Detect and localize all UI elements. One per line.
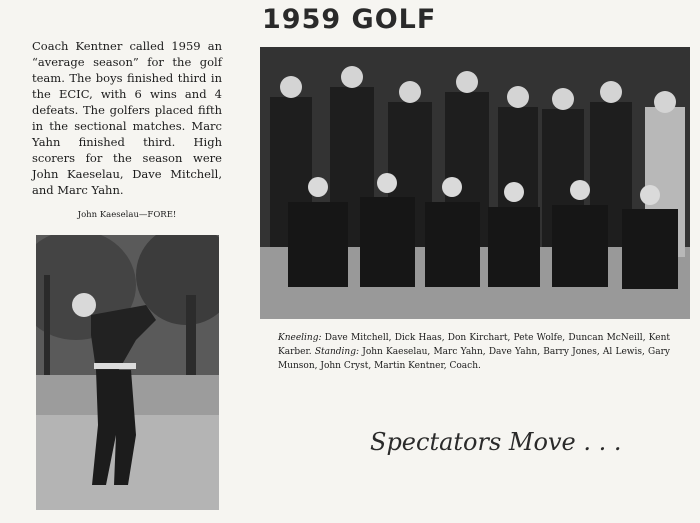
- intro-paragraph: Coach Kentner called 1959 an “average season” for the golf team. The boys finished third in the ECIC, with 6 wins and 4 defeats. The golfers placed fifth in the sectional matches. Marc Yahn finished third. High scorers for the season were John Kaeselau, Dave Mitchell, and Marc Yahn.: [32, 39, 222, 197]
- golfer-photo-caption: John Kaeselau—FORE!: [77, 210, 177, 220]
- standing-names: John Kaeselau, Marc Yahn, Dave Yahn, Barry Jones, Al Lewis, Gary Munson, John Cryst, Martin Kentner, Coach.: [278, 347, 670, 371]
- next-section-teaser: Spectators Move . . .: [370, 428, 622, 456]
- team-photo-caption: [278, 331, 670, 373]
- page-title: 1959 GOLF: [262, 4, 437, 35]
- kneeling-label: Kneeling:: [278, 333, 322, 343]
- team-photo: [260, 47, 690, 319]
- kneeling-names: Dave Mitchell, Dick Haas, Don Kirchart, Pete Wolfe, Duncan McNeill, Kent Karber.: [278, 333, 670, 357]
- standing-label: Standing:: [314, 347, 360, 357]
- golfer-swing-photo: [36, 235, 219, 510]
